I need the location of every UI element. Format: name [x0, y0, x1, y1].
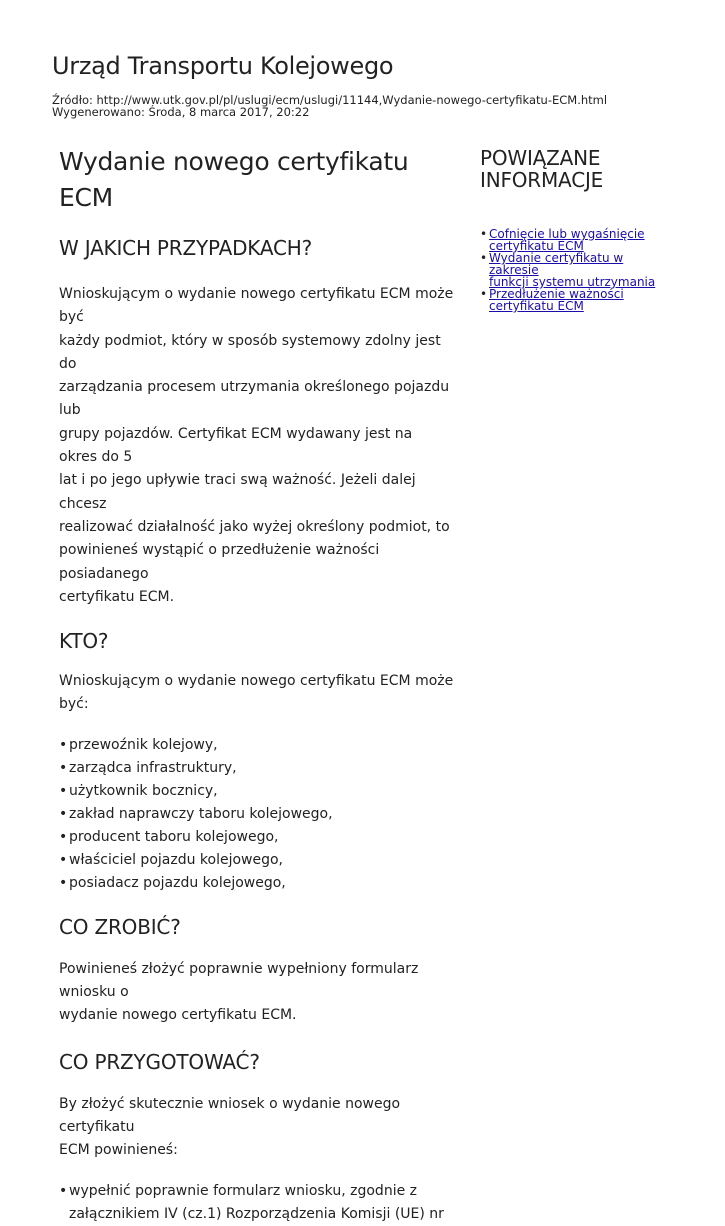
section-text-who: Wnioskującym o wydanie nowego certyfikatu ECM może być:	[59, 673, 454, 713]
related-link-revocation[interactable]	[489, 227, 645, 253]
related-links	[480, 228, 660, 312]
sidebar-title-line: INFORMACJE	[480, 168, 604, 192]
source-url: Źródło: http://www.utk.gov.pl/pl/uslugi/ecm/uslugi/11144,Wydanie-nowego-certyfikatu-ECM.html	[52, 93, 608, 107]
text-line: realizować działalność jako wyżej określony podmiot, to	[59, 518, 450, 535]
main-content	[59, 144, 454, 1226]
text-line: certyfikatu ECM.	[59, 588, 175, 605]
list-item: • właściciel pojazdu kolejowego,	[59, 849, 454, 872]
text-line: lat i po jego upływie traci swą ważność. Jeżeli dalej chcesz	[59, 472, 416, 512]
sidebar-title	[480, 147, 660, 191]
list-item: • przewoźnik kolejowy,	[59, 734, 454, 757]
section-heading-when: W JAKICH PRZYPADKACH?	[59, 236, 312, 260]
link-text: Przedłużenie ważności	[489, 287, 624, 301]
related-link-maintenance-functions[interactable]	[489, 251, 655, 289]
list-item: • zarządca infrastruktury,	[59, 757, 454, 780]
text-line: grupy pojazdów. Certyfikat ECM wydawany jest na okres do 5	[59, 425, 413, 466]
link-text: certyfikatu ECM	[489, 299, 584, 313]
who-list	[59, 734, 454, 895]
text-line: zarządzania procesem utrzymania określonego pojazdu lub	[59, 379, 450, 419]
text-line: Wnioskującym o wydanie nowego certyfikatu ECM może być	[59, 286, 454, 326]
related-info-sidebar	[480, 147, 660, 312]
list-item: • zakład naprawczy taboru kolejowego,	[59, 803, 454, 826]
text-line: wypełnić poprawnie formularz wniosku, zgodnie z	[69, 1182, 417, 1199]
sidebar-title-line: POWIĄZANE	[480, 146, 601, 170]
text-line: wydanie nowego certyfikatu ECM.	[59, 1007, 297, 1024]
text-line: załącznikiem IV (cz.1) Rozporządzenia Komisji (UE) nr	[69, 1205, 444, 1222]
list-item: • posiadacz pojazdu kolejowego,	[59, 872, 454, 895]
text-line: Powinieneś złożyć poprawnie wypełniony formularz wniosku o	[59, 960, 419, 1001]
related-link-extension[interactable]	[489, 287, 624, 313]
link-text: Cofnięcie lub wygaśnięcie	[489, 227, 645, 241]
list-item	[59, 1180, 454, 1226]
link-text: Wydanie certyfikatu w zakresie	[489, 251, 624, 277]
list-item: • producent taboru kolejowego,	[59, 826, 454, 849]
prepare-list	[59, 1180, 454, 1226]
text-line: By złożyć skutecznie wniosek o wydanie nowego certyfikatu	[59, 1095, 401, 1135]
document-meta	[52, 94, 607, 118]
link-text: certyfikatu ECM	[489, 239, 584, 253]
section-heading-what-to-prepare: CO PRZYGOTOWAĆ?	[59, 1049, 260, 1074]
text-line: ECM powinieneś:	[59, 1142, 178, 1159]
site-title: Urząd Transportu Kolejowego	[52, 52, 394, 80]
text-line: powinieneś wystąpić o przedłużenie ważności posiadanego	[59, 542, 380, 582]
generated-date: Wygenerowano: Środa, 8 marca 2017, 20:22	[52, 105, 310, 119]
section-heading-what-to-do: CO ZROBIĆ?	[59, 914, 181, 939]
section-text-when	[59, 283, 454, 609]
section-text-what-to-prepare	[59, 1093, 454, 1163]
text-line: każdy podmiot, który w sposób systemowy zdolny jest do	[59, 332, 441, 372]
section-heading-who: KTO?	[59, 629, 109, 654]
list-item: • użytkownik bocznicy,	[59, 780, 454, 803]
page-title: Wydanie nowego certyfikatu ECM	[59, 147, 409, 212]
related-item	[480, 252, 660, 288]
related-item	[480, 228, 660, 252]
related-item	[480, 288, 660, 312]
link-text: funkcji systemu utrzymania	[489, 275, 656, 289]
section-text-what-to-do	[59, 958, 454, 1028]
